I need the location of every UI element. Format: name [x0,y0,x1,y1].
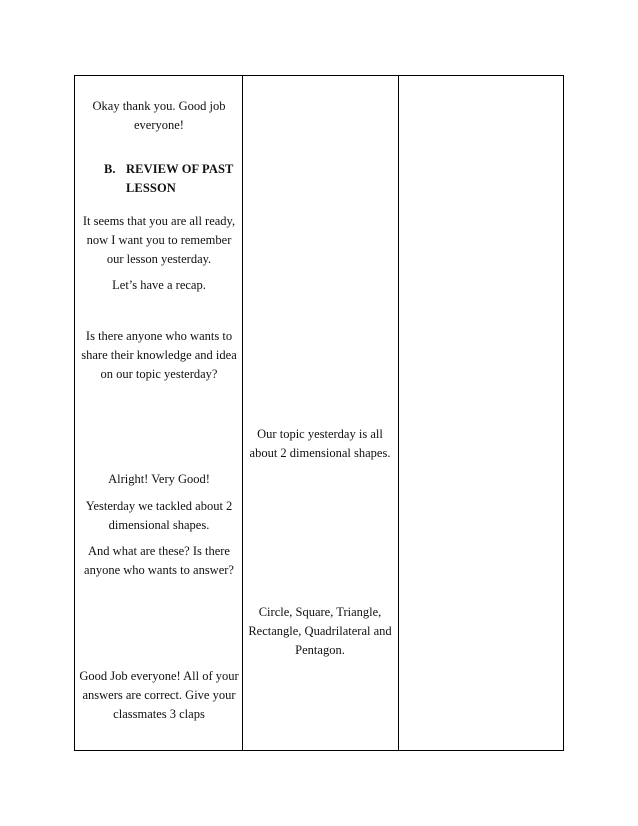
column-divider-student-remarks [398,76,399,750]
section-letter: B. [104,162,116,176]
column-divider-teacher-student [242,76,243,750]
teacher-question-text: Is there anyone who wants to share their knowledge and idea on our topic yesterday? [81,329,237,381]
section-title-line1: REVIEW OF PAST [126,162,234,176]
student-shapes-answer: Circle, Square, Triangle, Rectangle, Quadrilateral and Pentagon. [248,605,392,657]
section-heading [104,160,233,198]
section-title-line2: LESSON [126,181,176,195]
teacher-ask-shapes-text: And what are these? Is there anyone who wants to answer? [84,544,234,577]
teacher-praise-text: Alright! Very Good! [108,472,210,486]
teacher-tackled-text: Yesterday we tackled about 2 dimensional shapes. [85,499,233,532]
teacher-closing-text: Good Job everyone! All of your answers are correct. Give your classmates 3 claps [79,669,239,721]
teacher-recap-text: Let’s have a recap. [112,278,206,292]
teacher-ready-prompt: It seems that you are all ready, now I want you to remember our lesson yesterday. [82,214,236,266]
student-topic-answer: Our topic yesterday is all about 2 dimensional shapes. [249,427,391,460]
teacher-thanks-text: Okay thank you. Good job everyone! [92,99,226,132]
